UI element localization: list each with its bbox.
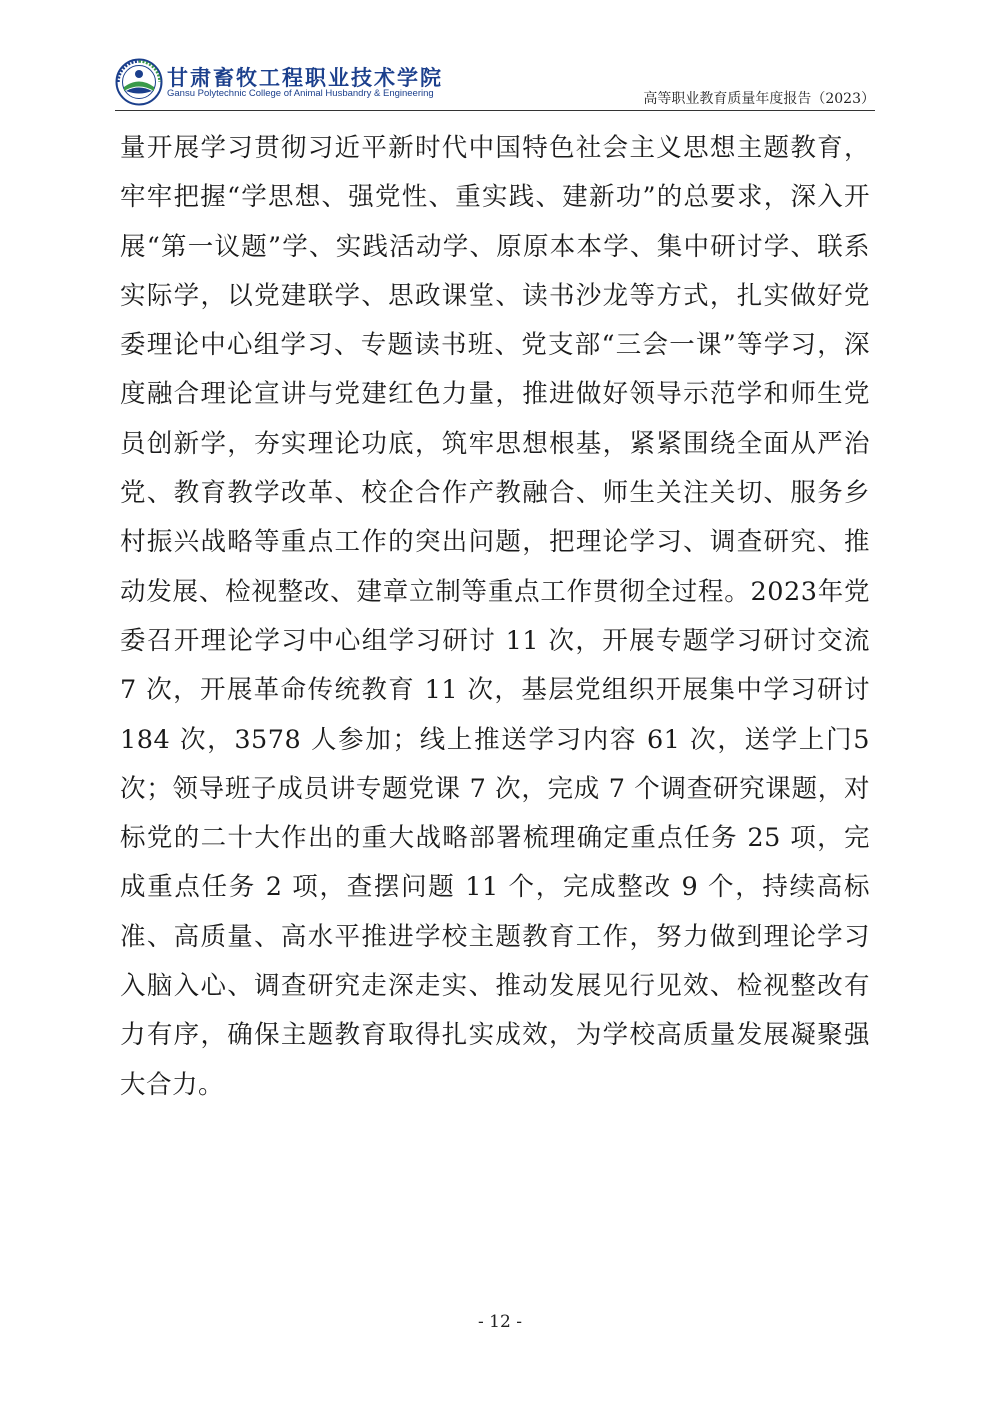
college-name-cn: 甘肃畜牧工程职业技术学院: [167, 66, 443, 90]
body-paragraph: 量开展学习贯彻习近平新时代中国特色社会主义思想主题教育，牢牢把握“学思想、强党性、重实践、建新功”的总要求，深入开展“第一议题”学、实践活动学、原原本本学、集中研讨学、联系实际学，以党建联学、思政课堂、读书沙龙等方式，扎实做好党委理论中心组学习、专题读书班、党支部“三会一课”等学习，深度融合理论宣讲与党建红色力量，推进做好领导示范学和师生党员创新学，夯实理论功底，筑牢思想根基，紧紧围绕全面从严治党、教育教学改革、校企合作产教融合、师生关注关切、服务乡村振兴战略等重点工作的突出问题，把理论学习、调查研究、推动发展、检视整改、建章立制等重点工作贯彻全过程。2023年党委召开理论学习中心组学习研讨 11 次，开展专题学习研讨交流 7 次，开展革命传统教育 11 次，基层党组织开展集中学习研讨 184 次，3578 人参加；线上推送学习内容 61 次，送学上门5 次；领导班子成员讲专题党课 7 次，完成 7 个调查研究课题，对标党的二十大作出的重大战略部署梳理确定重点任务 25 项，完成重点任务 2 项，查摆问题 11 个，完成整改 9 个，持续高标准、高质量、高水平推进学校主题教育工作，努力做到理论学习入脑入心、调查研究走深走实、推动发展见行见效、检视整改有力有序，确保主题教育取得扎实成效，为学校高质量发展凝聚强大合力。: [120, 133, 870, 1100]
college-seal-icon: [115, 58, 163, 106]
page-number: - 12 -: [478, 1312, 522, 1332]
page-header: [115, 58, 875, 110]
header-divider: [115, 110, 875, 111]
report-title: 高等职业教育质量年度报告（2023）: [643, 91, 875, 107]
college-name-en: Gansu Polytechnic College of Animal Husbandry & Engineering: [167, 88, 434, 99]
